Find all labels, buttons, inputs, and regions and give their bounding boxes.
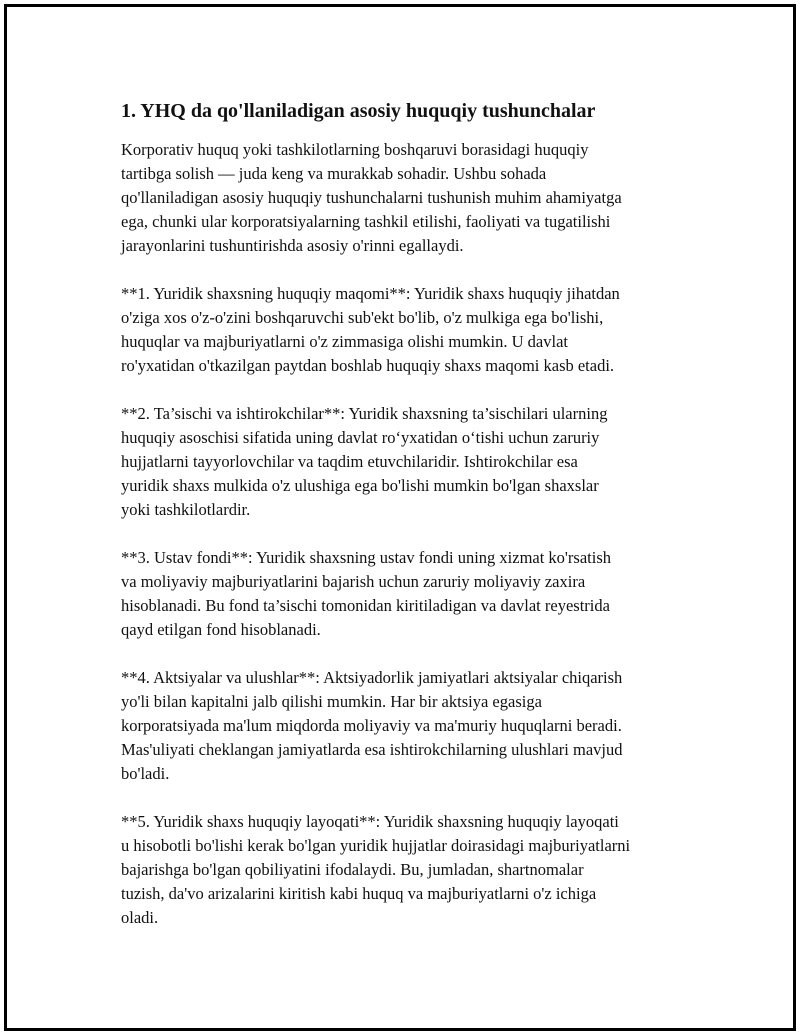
paragraph-line: hisoblanadi. Bu fond ta’sischi tomonidan kiritiladigan va davlat reyestrida bbox=[121, 596, 610, 615]
intro-paragraph bbox=[121, 138, 701, 258]
paragraph-line: korporatsiyada ma'lum miqdorda moliyaviy va ma'muriy huquqlarni beradi. bbox=[121, 716, 622, 735]
paragraph-line: huquqiy asoschisi sifatida uning davlat ro‘yxatidan o‘tishi uchun zaruriy bbox=[121, 428, 600, 447]
paragraph-line: qo'llaniladigan asosiy huquqiy tushunchalarni tushunish muhim ahamiyatga bbox=[121, 188, 622, 207]
document-title: 1. YHQ da qo'llaniladigan asosiy huquqiy tushunchalar bbox=[121, 100, 596, 122]
paragraph-line: yo'li bilan kapitalni jalb qilishi mumkin. Har bir aktsiya egasiga bbox=[121, 692, 542, 711]
paragraph-line: oladi. bbox=[121, 908, 159, 927]
paragraph-line: bo'ladi. bbox=[121, 764, 170, 783]
section-charter-fund-paragraph bbox=[121, 546, 701, 642]
paragraph-line: yuridik shaxs mulkida o'z ulushiga ega bo'lishi mumkin bo'lgan shaxslar bbox=[121, 476, 599, 495]
paragraph-line: yoki tashkilotlardir. bbox=[121, 500, 251, 519]
paragraph-line: hujjatlarni tayyorlovchilar va taqdim etuvchilaridir. Ishtirokchilar esa bbox=[121, 452, 578, 471]
paragraph-line: o'ziga xos o'z-o'zini boshqaruvchi sub'ekt bo'lib, o'z mulkiga ega bo'lishi, bbox=[121, 308, 604, 327]
paragraph-line: bajarishga bo'lgan qobiliyatini ifodalaydi. Bu, jumladan, shartnomalar bbox=[121, 860, 584, 879]
paragraph-line: ega, chunki ular korporatsiyalarning tashkil etilishi, faoliyati va tugatilishi bbox=[121, 212, 611, 231]
section-shares-paragraph bbox=[121, 666, 701, 786]
paragraph-line: **1. Yuridik shaxsning huquqiy maqomi**: Yuridik shaxs huquqiy jihatdan bbox=[121, 284, 620, 303]
paragraph-line: qayd etilgan fond hisoblanadi. bbox=[121, 620, 321, 639]
paragraph-line: Korporativ huquq yoki tashkilotlarning boshqaruvi borasidagi huquqiy bbox=[121, 140, 589, 159]
paragraph-line: va moliyaviy majburiyatlarini bajarish uchun zaruriy moliyaviy zaxira bbox=[121, 572, 586, 591]
paragraph-line: u hisobotli bo'lishi kerak bo'lgan yuridik hujjatlar doirasidagi majburiyatlarni bbox=[121, 836, 631, 855]
paragraph-line: **2. Ta’sischi va ishtirokchilar**: Yuridik shaxsning ta’sischilari ularning bbox=[121, 404, 608, 423]
page-frame bbox=[4, 4, 796, 1031]
paragraph-line: **5. Yuridik shaxs huquqiy layoqati**: Yuridik shaxsning huquqiy layoqati bbox=[121, 812, 619, 831]
paragraph-line: tartibga solish — juda keng va murakkab sohadir. Ushbu sohada bbox=[121, 164, 547, 183]
paragraph-line: Mas'uliyati cheklangan jamiyatlarda esa ishtirokchilarning ulushlari mavjud bbox=[121, 740, 623, 759]
paragraph-line: **4. Aktsiyalar va ulushlar**: Aktsiyadorlik jamiyatlari aktsiyalar chiqarish bbox=[121, 668, 623, 687]
paragraph-line: tuzish, da'vo arizalarini kiritish kabi huquq va majburiyatlarni o'z ichiga bbox=[121, 884, 597, 903]
paragraph-line: ro'yxatidan o'tkazilgan paytdan boshlab huquqiy shaxs maqomi kasb etadi. bbox=[121, 356, 615, 375]
paragraph-line: huquqlar va majburiyatlarni o'z zimmasiga olishi mumkin. U davlat bbox=[121, 332, 568, 351]
section-legal-status-paragraph bbox=[121, 282, 701, 378]
section-legal-capacity-paragraph bbox=[121, 810, 701, 930]
paragraph-line: jarayonlarini tushuntirishda asosiy o'rinni egallaydi. bbox=[121, 236, 464, 255]
paragraph-line: **3. Ustav fondi**: Yuridik shaxsning ustav fondi uning xizmat ko'rsatish bbox=[121, 548, 611, 567]
section-founders-paragraph bbox=[121, 402, 701, 522]
document-body bbox=[121, 98, 701, 954]
